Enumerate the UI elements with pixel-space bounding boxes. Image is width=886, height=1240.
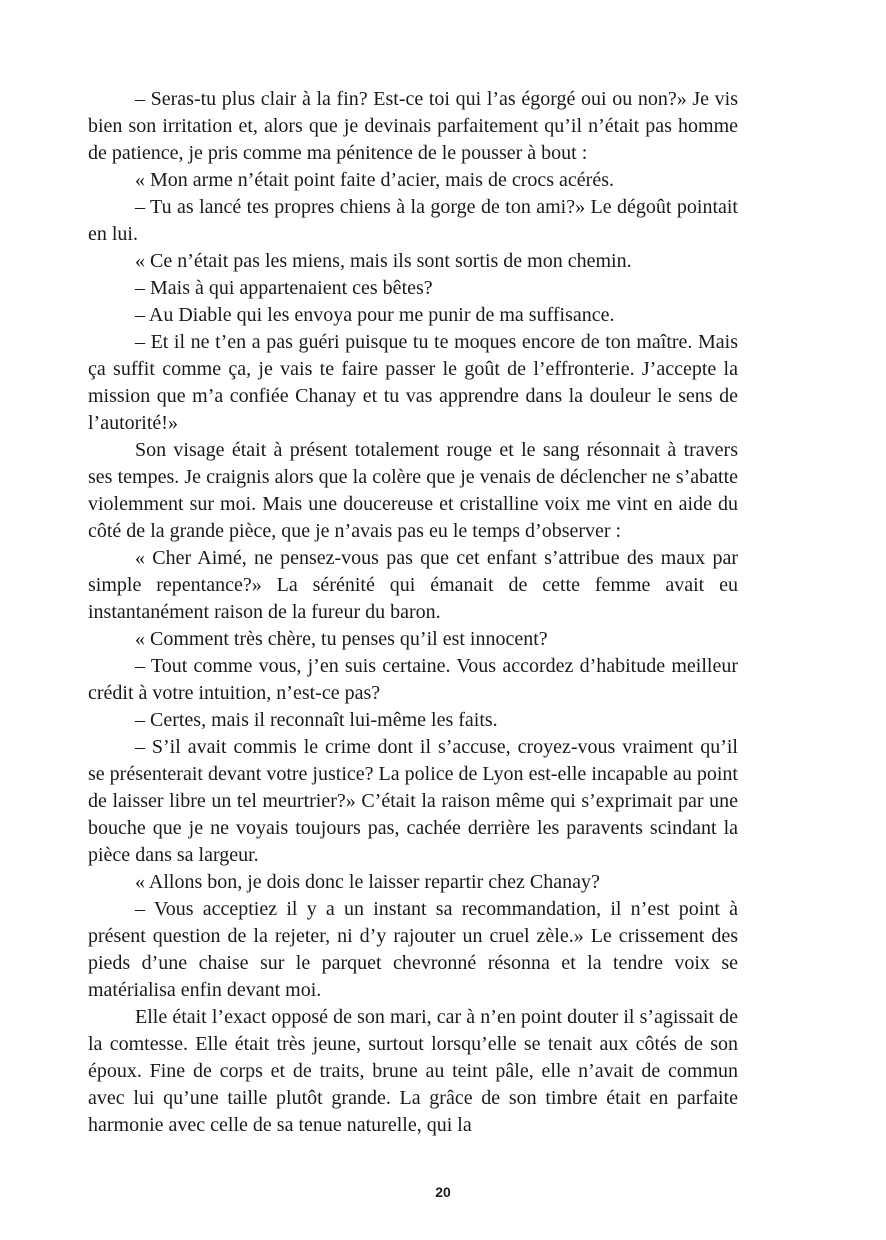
paragraph: – Tu as lancé tes propres chiens à la gorge de ton ami?» Le dégoût pointait en lui. [88,196,738,245]
paragraph: – Et il ne t’en a pas guéri puisque tu te moques encore de ton maître. Mais ça suffit comme ça, je vais te faire passer le goût de l’effronterie. J’accepte la mission que m’a confiée Chanay et tu vas apprendre dans la douleur le sens de l’autorité!» [88,331,738,434]
page-body [88,86,738,1139]
paragraph: Son visage était à présent totalement rouge et le sang résonnait à travers ses tempes. Je craignis alors que la colère que je venais de déclencher ne s’abatte violemment sur moi. Mais une doucereuse et cristalline voix me vint en aide du côté de la grande pièce, que je n’avais pas eu le temps d’observer : [88,439,738,542]
paragraph: – Vous acceptiez il y a un instant sa recommandation, il n’est point à présent question de la rejeter, ni d’y rajouter un cruel zèle.» Le crissement des pieds d’une chaise sur le parquet chevronné résonna et la tendre voix se matérialisa enfin devant moi. [88,898,738,1001]
paragraph: Elle était l’exact opposé de son mari, car à n’en point douter il s’agissait de la comtesse. Elle était très jeune, surtout lorsqu’elle se tenait aux côtés de son époux. Fine de corps et de traits, brune au teint pâle, elle n’avait de commun avec lui qu’une taille plutôt grande. La grâce de son timbre était en parfaite harmonie avec celle de sa tenue naturelle, qui la [88,1006,738,1136]
paragraph: – Mais à qui appartenaient ces bêtes? [135,277,433,299]
paragraph: « Allons bon, je dois donc le laisser repartir chez Chanay? [135,871,600,893]
paragraph: « Cher Aimé, ne pensez-vous pas que cet enfant s’attribue des maux par simple repentance?» La sérénité qui émanait de cette femme avait eu instantanément raison de la fureur du baron. [88,547,738,623]
paragraph: « Ce n’était pas les miens, mais ils sont sortis de mon chemin. [135,250,632,272]
page-number: 20 [435,1184,451,1200]
paragraph: « Comment très chère, tu penses qu’il est innocent? [135,628,548,650]
paragraph: – Certes, mais il reconnaît lui-même les faits. [135,709,498,731]
paragraph: – Seras-tu plus clair à la fin? Est-ce toi qui l’as égorgé oui ou non?» Je vis bien son irritation et, alors que je devinais parfaitement qu’il n’était pas homme de patience, je pris comme ma pénitence de le pousser à bout : [88,88,738,164]
paragraph: – Tout comme vous, j’en suis certaine. Vous accordez d’habitude meilleur crédit à votre intuition, n’est-ce pas? [88,655,738,704]
paragraph: « Mon arme n’était point faite d’acier, mais de crocs acérés. [135,169,614,191]
paragraph: – Au Diable qui les envoya pour me punir de ma suffisance. [135,304,615,326]
paragraph: – S’il avait commis le crime dont il s’accuse, croyez-vous vraiment qu’il se présenterait devant votre justice? La police de Lyon est-elle incapable au point de laisser libre un tel meurtrier?» C’était la raison même qui s’exprimait par une bouche que je ne voyais toujours pas, cachée derrière les paravents scindant la pièce dans sa largeur. [88,736,738,866]
